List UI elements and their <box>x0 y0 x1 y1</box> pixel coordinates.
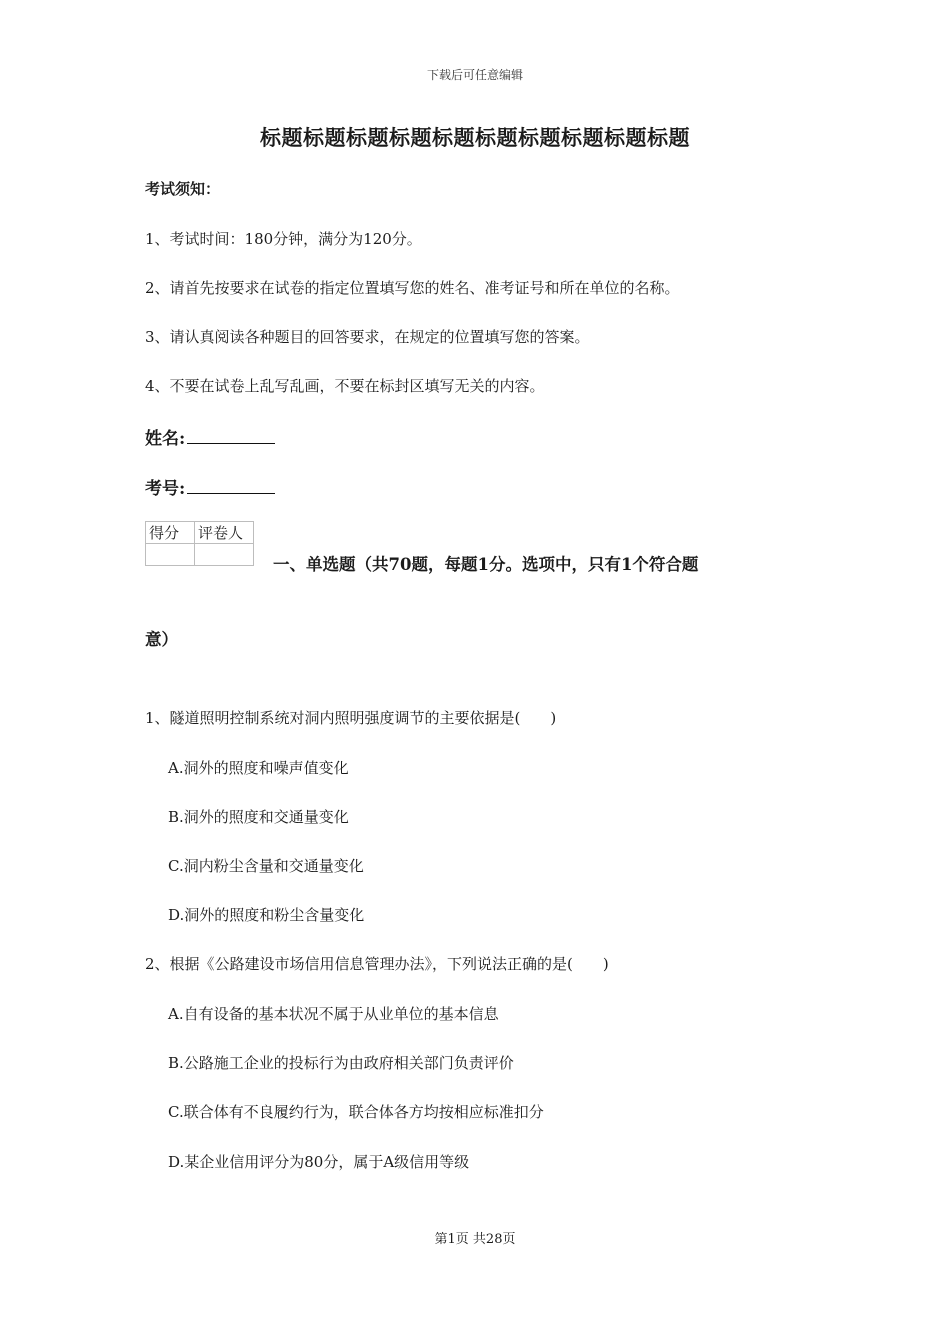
question-option: A.洞外的照度和噪声值变化 <box>168 759 349 777</box>
page-header-note: 下载后可任意编辑 <box>426 68 523 82</box>
exam-id-label: 考号: <box>145 479 186 499</box>
instruction-item: 1、考试时间：180分钟，满分为120分。 <box>145 230 422 248</box>
question-text: 2、根据《公路建设市场信用信息管理办法》，下列说法正确的是( ) <box>145 955 609 973</box>
page-footer: 第1页 共28页 <box>434 1232 516 1247</box>
instruction-item: 4、不要在试卷上乱写乱画，不要在标封区填写无关的内容。 <box>145 377 545 395</box>
question-option: D.洞外的照度和粉尘含量变化 <box>168 906 365 924</box>
instruction-item: 3、请认真阅读各种题目的回答要求，在规定的位置填写您的答案。 <box>145 328 590 346</box>
instructions-heading: 考试须知： <box>145 180 221 198</box>
score-table <box>145 521 254 566</box>
document-title: 标题标题标题标题标题标题标题标题标题标题 <box>260 125 690 150</box>
name-input-line[interactable] <box>187 427 275 444</box>
question-option: C.洞内粉尘含量和交通量变化 <box>168 857 364 875</box>
exam-id-field <box>145 474 275 499</box>
question-option: D.某企业信用评分为80分，属于A级信用等级 <box>168 1153 470 1171</box>
score-cell[interactable] <box>146 544 195 566</box>
name-field <box>145 424 275 449</box>
question-option: C.联合体有不良履约行为，联合体各方均按相应标准扣分 <box>168 1103 544 1121</box>
question-option: B.公路施工企业的投标行为由政府相关部门负责评价 <box>168 1054 514 1072</box>
exam-id-input-line[interactable] <box>187 477 275 494</box>
question-option: A.自有设备的基本状况不属于从业单位的基本信息 <box>168 1005 499 1023</box>
instruction-item: 2、请首先按要求在试卷的指定位置填写您的姓名、准考证号和所在单位的名称。 <box>145 279 680 297</box>
grader-header: 评卷人 <box>195 522 254 544</box>
score-header: 得分 <box>146 522 195 544</box>
question-text: 1、隧道照明控制系统对洞内照明强度调节的主要依据是( ) <box>145 709 557 727</box>
grader-cell[interactable] <box>195 544 254 566</box>
section-title: 一、单选题（共70题，每题1分。选项中，只有1个符合题 <box>273 555 699 574</box>
section-title-continued: 意） <box>145 630 178 649</box>
question-option: B.洞外的照度和交通量变化 <box>168 808 349 826</box>
name-label: 姓名: <box>145 429 186 449</box>
